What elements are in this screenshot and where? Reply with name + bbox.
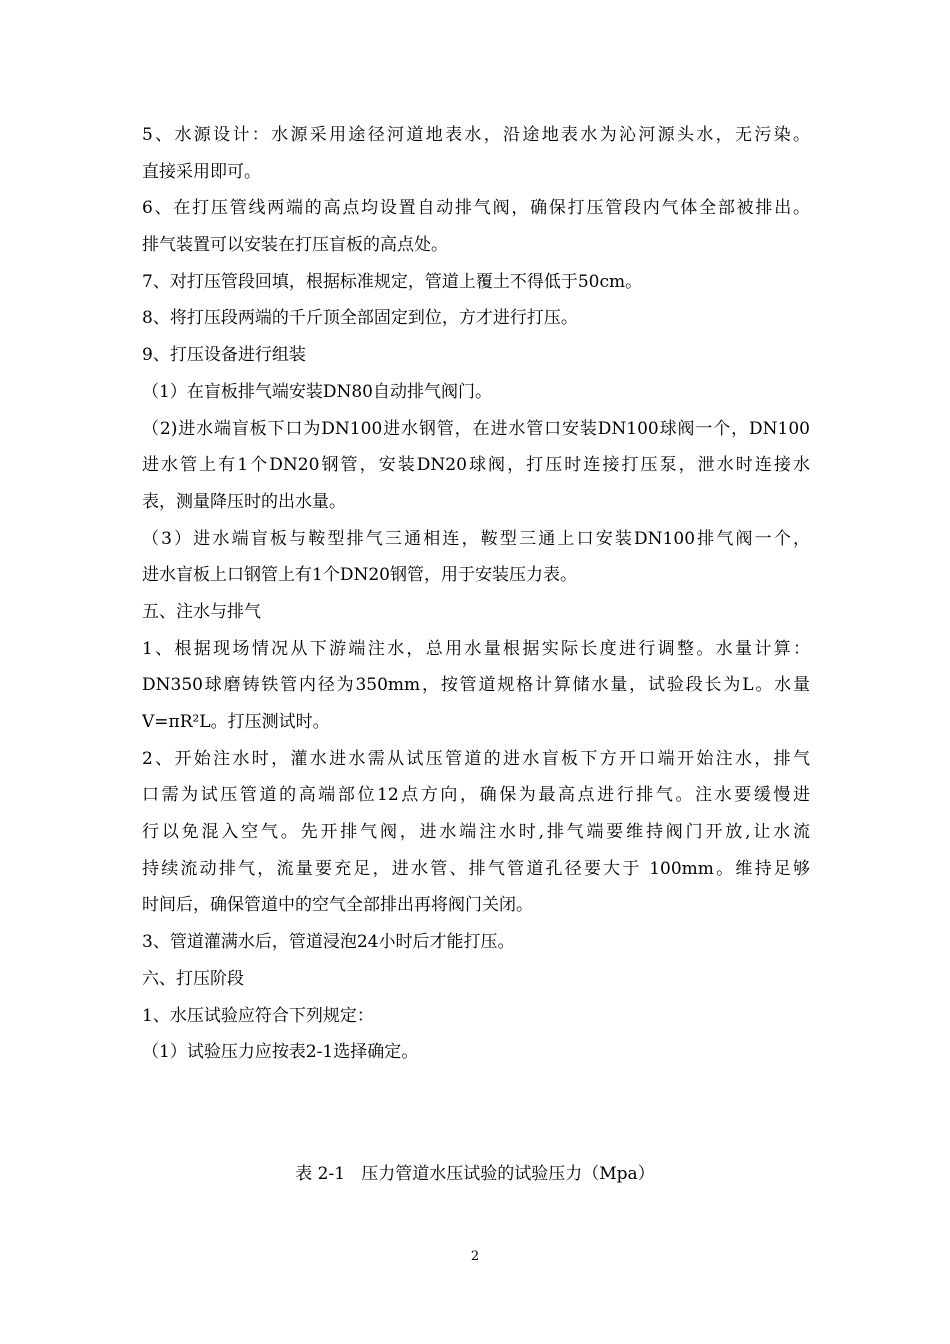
- paragraph: [142, 190, 810, 263]
- paragraph: [142, 337, 810, 374]
- text-line: （2)进水端盲板下口为DN100进水钢管，在进水管口安装DN100球阀一个，DN100: [142, 418, 810, 439]
- text-line: 排气装置可以安装在打压盲板的高点处。: [142, 235, 448, 256]
- text-line: DN350球磨铸铁管内径为350mm，按管道规格计算储水量，试验段长为L。水量: [142, 675, 810, 696]
- text-line: 1、根据现场情况从下游端注水，总用水量根据实际长度进行调整。水量计算：: [142, 638, 810, 659]
- text-line: 行以免混入空气。先开排气阀，进水端注水时,排气端要维持阀门开放,让水流: [142, 822, 810, 843]
- text-line: （1）在盲板排气端安装DN80自动排气阀门。: [142, 381, 492, 402]
- page-number: 2: [470, 1249, 480, 1264]
- text-line: 9、打压设备进行组装: [142, 345, 306, 366]
- text-line: 时间后，确保管道中的空气全部排出再将阀门关闭。: [142, 895, 533, 916]
- paragraph: [142, 374, 810, 411]
- paragraph: [142, 594, 810, 631]
- text-line: 2、开始注水时，灌水进水需从试压管道的进水盲板下方开口端开始注水，排气: [142, 748, 810, 769]
- text-line: （3）进水端盲板与鞍型排气三通相连，鞍型三通上口安装DN100排气阀一个，: [142, 528, 810, 549]
- text-line: 六、打压阶段: [142, 968, 244, 989]
- paragraph: [142, 117, 810, 190]
- text-line: 1、水压试验应符合下列规定：: [142, 1005, 374, 1026]
- text-line: 进水盲板上口钢管上有1个DN20钢管，用于安装压力表。: [142, 565, 577, 586]
- text-line: （1）试验压力应按表2-1选择确定。: [142, 1042, 419, 1063]
- paragraph: [142, 411, 810, 521]
- text-line: V=πR²L。打压测试时。: [142, 712, 330, 732]
- paragraph: [142, 521, 810, 594]
- paragraph: [142, 741, 810, 924]
- text-line: 8、将打压段两端的千斤顶全部固定到位，方才进行打压。: [142, 308, 578, 329]
- text-line: 持续流动排气，流量要充足，进水管、排气管道孔径要大于 100mm。维持足够: [142, 858, 810, 879]
- text-line: 表，测量降压时的出水量。: [142, 491, 346, 512]
- paragraph: [142, 924, 810, 961]
- text-line: 6、在打压管线两端的高点均设置自动排气阀，确保打压管段内气体全部被排出。: [142, 198, 810, 219]
- body-text: [142, 117, 810, 1071]
- paragraph: [142, 1034, 810, 1071]
- text-line: 口需为试压管道的高端部位12点方向，确保为最高点进行排气。注水要缓慢进: [142, 785, 810, 806]
- text-line: 五、注水与排气: [142, 601, 261, 622]
- text-line: 直接采用即可。: [142, 161, 261, 182]
- table-caption: 表 2-1 压力管道水压试验的试验压力（Mpa）: [295, 1164, 655, 1184]
- paragraph: [142, 300, 810, 337]
- text-line: 进水管上有1个DN20钢管，安装DN20球阀，打压时连接打压泵，泄水时连接水: [142, 455, 810, 476]
- paragraph: [142, 961, 810, 998]
- paragraph: [142, 264, 810, 301]
- text-line: 7、对打压管段回填，根据标准规定，管道上覆土不得低于50cm。: [142, 271, 643, 292]
- text-line: 5、水源设计：水源采用途径河道地表水，沿途地表水为沁河源头水，无污染。: [142, 125, 810, 145]
- text-line: 3、管道灌满水后，管道浸泡24小时后才能打压。: [142, 932, 515, 953]
- paragraph: [142, 631, 810, 741]
- paragraph: [142, 998, 810, 1035]
